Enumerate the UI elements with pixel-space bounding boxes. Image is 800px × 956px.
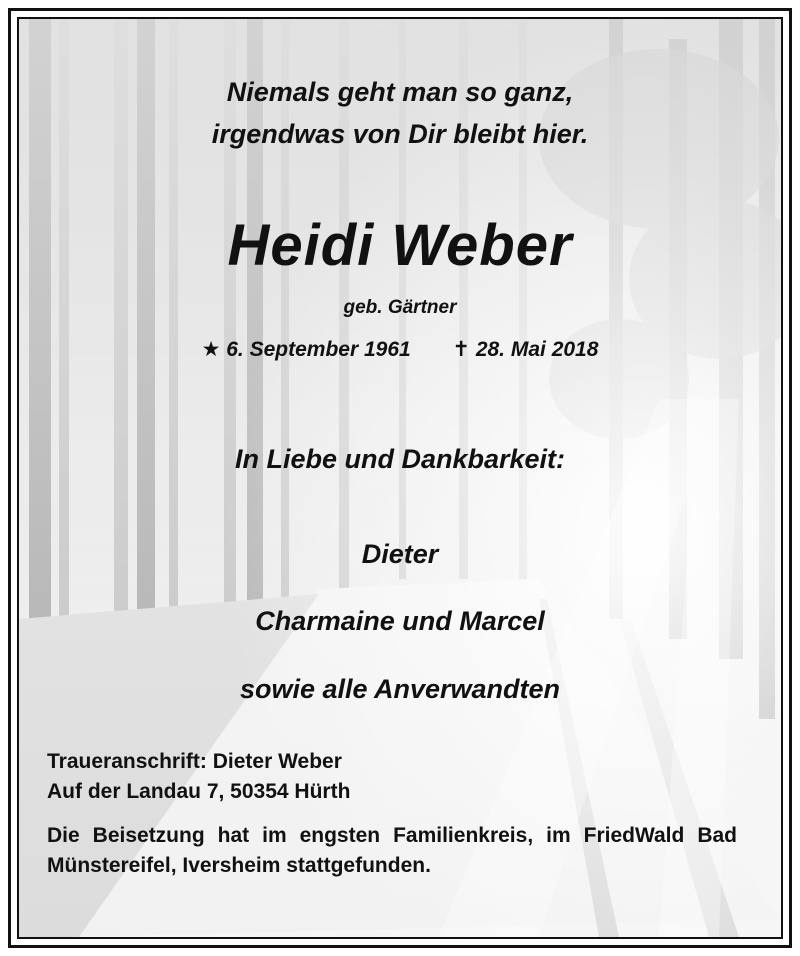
- mourner-name: sowie alle Anverwandten: [239, 674, 561, 704]
- birth-date: 6. September 1961: [226, 338, 411, 361]
- mourner-name: Charmaine und Marcel: [255, 606, 545, 636]
- maiden-name: geb. Gärtner: [343, 297, 457, 318]
- obituary-card: [17, 17, 783, 939]
- quote-line-1: Niemals geht man so ganz,: [226, 77, 574, 107]
- life-dates: [19, 335, 781, 365]
- mourners-heading: In Liebe und Dankbarkeit:: [234, 444, 566, 474]
- quote-line-2: irgendwas von Dir bleibt hier.: [211, 119, 589, 149]
- star-icon: ★: [201, 338, 221, 361]
- deceased-name: Heidi Weber: [227, 213, 573, 278]
- cross-icon: ✝: [452, 338, 470, 361]
- death-date: 28. Mai 2018: [475, 338, 599, 361]
- mourning-address-line-1: Traueranschrift: Dieter Weber: [47, 750, 342, 773]
- mourning-address-line-2: Auf der Landau 7, 50354 Hürth: [47, 780, 351, 803]
- mourner-name: Dieter: [361, 539, 439, 569]
- quote: [19, 71, 781, 155]
- burial-notice: Die Beisetzung hat im engsten Familienkreis, im FriedWald Bad Münstereifel, Iversheim stattgefunden.: [47, 824, 737, 877]
